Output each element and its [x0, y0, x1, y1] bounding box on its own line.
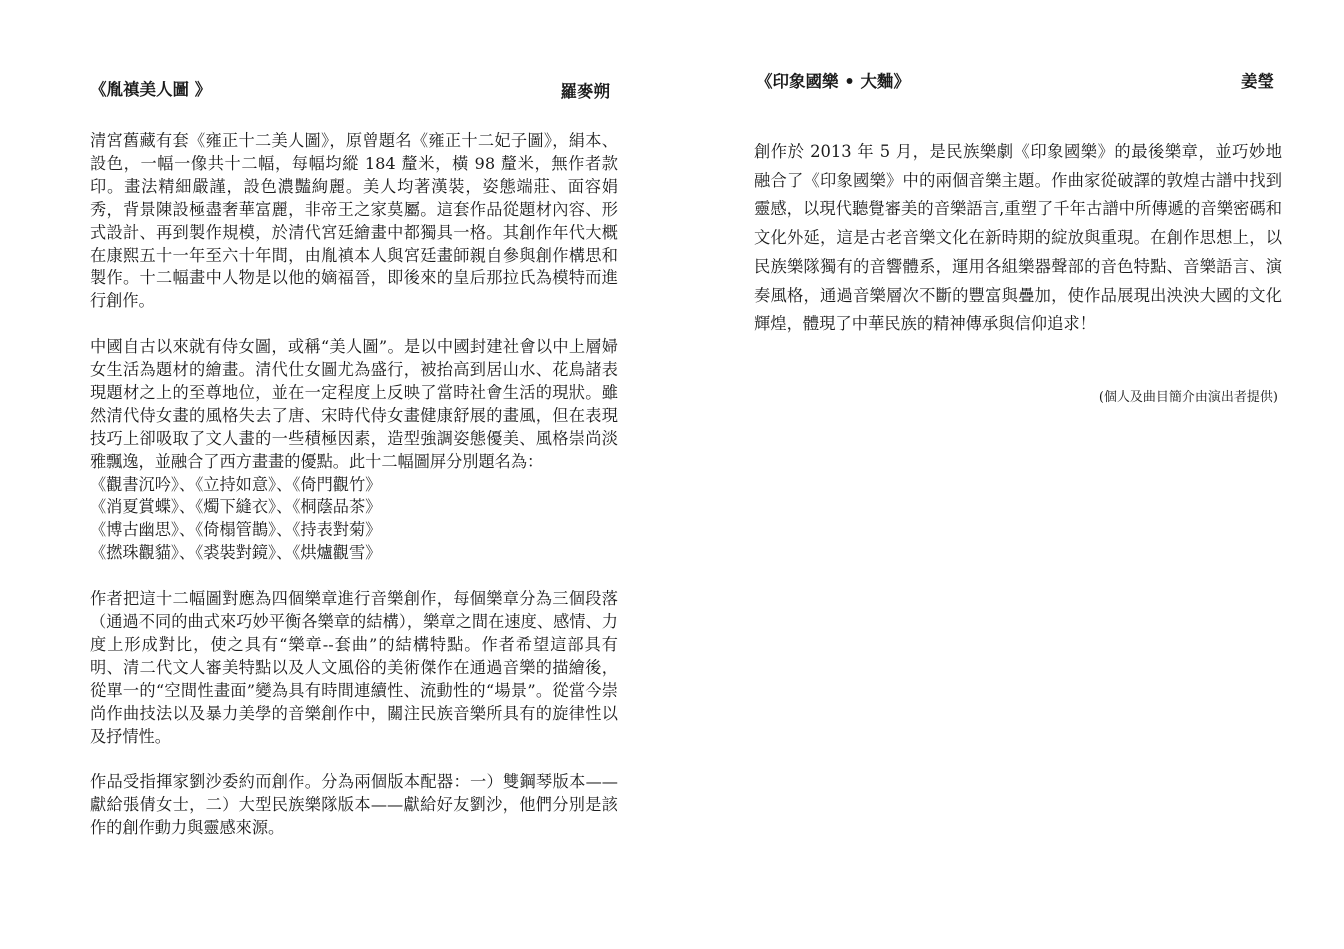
painting-titles-row: 《撚珠觀貓》、《裘裝對鏡》、《烘爐觀雪》 — [90, 543, 382, 563]
paragraph-composition: 作者把這十二幅圖對應為四個樂章進行音樂創作，每個樂章分為三個段落（通過不同的曲式來巧妙平衡各樂章的結構），樂章之間在速度、感情、力度上形成對比，使之具有“樂章--套曲”的結構特點。作者希望這部具有明、清二代文人審美特點以及人文風俗的美術傑作在通過音樂的描繪後，從單一的“空間性畫面”變為具有時間連續性、流動性的“場景”。從當今崇尚作曲技法以及暴力美學的音樂創作中，關注民族音樂所具有的旋律性以及抒情性。 — [90, 589, 618, 746]
right-page-author: 姜瑩 — [1241, 72, 1274, 91]
painting-titles-row: 《博古幽思》、《倚榻管鵲》、《持表對菊》 — [90, 520, 382, 540]
right-page-header — [754, 64, 1282, 104]
paragraph-intro: 清宮舊藏有套《雍正十二美人圖》，原曾題名《雍正十二妃子圖》，絹本、設色，一幅一像共十二幅，每幅均縱 184 釐米，橫 98 釐米，無作者款印。畫法精細嚴謹，設色濃豔絢麗。美人均著漢裝，姿態端莊、面容娟秀，背景陳設極盡奢華富麗，非帝王之家莫屬。這套作品從題材內容、形式設計、再到製作規模，於清代宮廷繪畫中都獨具一格。其創作年代大概在康熙五十一年至六十年間，由胤禛本人與宮廷畫師親自參與創作構思和製作。十二幅畫中人物是以他的嫡福晉，即後來的皇后那拉氏為模特而進行創作。 — [90, 131, 618, 311]
left-page-author: 羅麥朔 — [560, 82, 610, 101]
right-page-body — [754, 138, 1282, 339]
paragraph-commission: 作品受指揮家劉沙委約而創作。分為兩個版本配器：一）雙鋼琴版本——獻給張倩女士，二）大型民族樂隊版本——獻給好友劉沙，他們分別是該作的創作動力與靈感來源。 — [90, 772, 618, 838]
paragraph-history: 中國自古以來就有侍女圖，或稱“美人圖”。是以中國封建社會以中上層婦女生活為題材的繪畫。清代仕女圖尤為盛行，被抬高到居山水、花鳥諸表現題材之上的至尊地位，並在一定程度上反映了當時社會生活的現狀。雖然清代侍女畫的風格失去了唐、宋時代侍女畫健康舒展的畫風，但在表現技巧上卻吸取了文人畫的一些積極因素，造型強調姿態優美、風格崇尚淡雅飄逸，並融合了西方畫畫的優點。此十二幅圖屏分別題名為： — [90, 337, 618, 471]
painting-titles-row: 《觀書沉吟》、《立持如意》、《倚門觀竹》 — [90, 474, 382, 494]
left-page-body — [90, 130, 618, 840]
right-page-title: 《印象國樂 • 大麯》 — [756, 72, 911, 91]
credit-note: (個人及曲目簡介由演出者提供) — [1098, 390, 1278, 405]
paragraph-description: 創作於 2013 年 5 月，是民族樂劇《印象國樂》的最後樂章，並巧妙地融合了《印象國樂》中的兩個音樂主題。作曲家從破譯的敦煌古譜中找到靈感，以現代聽覺審美的音樂語言,重塑了千年古譜中所傳遞的音樂密碼和文化外延，這是古老音樂文化在新時期的綻放與重現。在創作思想上，以民族樂隊獨有的音響體系，運用各組樂器聲部的音色特點、音樂語言、演奏風格，通過音樂層次不斷的豐富與疊加，使作品展現出泱泱大國的文化輝煌，體現了中華民族的精神傳承與信仰追求！ — [754, 142, 1282, 334]
painting-title-list — [90, 474, 618, 566]
left-page-title: 《胤禛美人圖 》 — [90, 80, 212, 99]
left-page-header — [90, 64, 618, 104]
painting-titles-row: 《消夏賞蝶》、《燭下縫衣》、《桐蔭品茶》 — [90, 497, 382, 517]
